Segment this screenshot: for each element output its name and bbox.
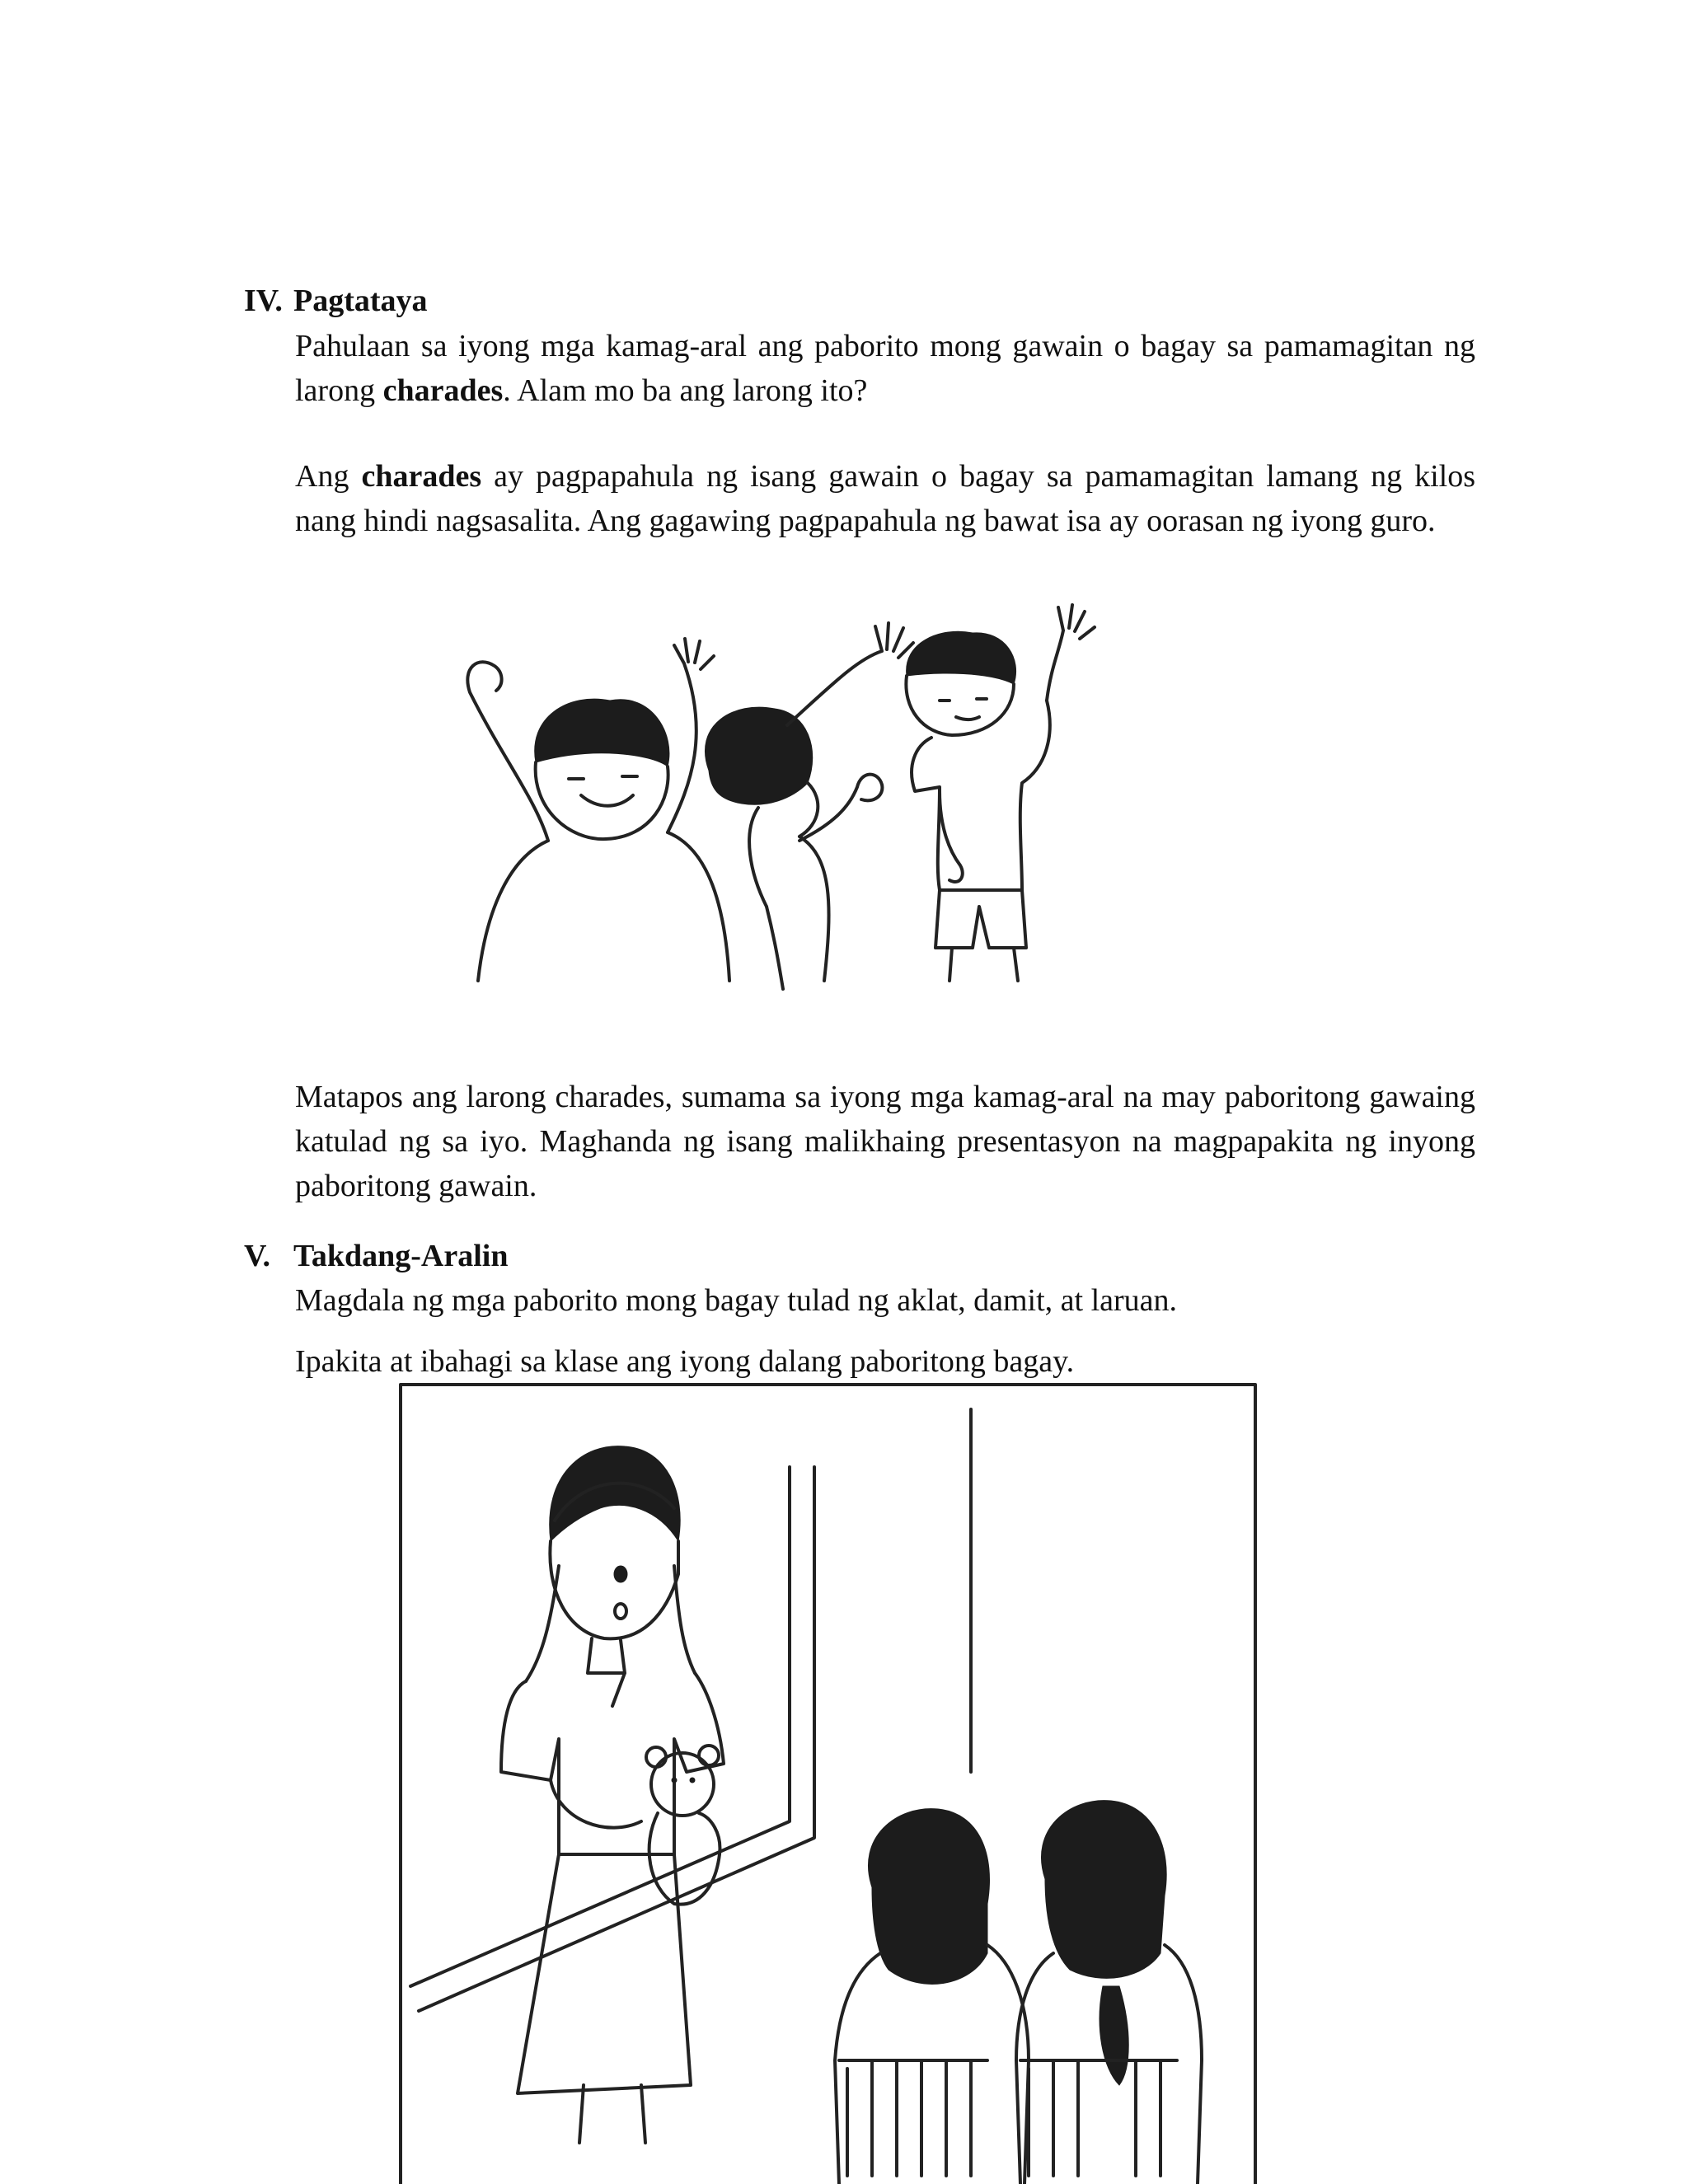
section-iv-heading xyxy=(244,279,428,323)
child-middle-figure xyxy=(705,623,913,989)
standing-girl-figure xyxy=(501,1446,724,2143)
section-v-title: Takdang-Aralin xyxy=(293,1239,509,1273)
show-and-tell-illustration xyxy=(394,1376,1276,2184)
charades-illustration xyxy=(445,593,1170,997)
charades-term: charades xyxy=(361,459,482,494)
section-iv-number: IV. xyxy=(244,284,283,318)
seated-child-left-figure xyxy=(835,1809,1029,2184)
section-v-heading xyxy=(244,1234,508,1278)
paragraph-group-presentation: Matapos ang larong charades, sumama sa iyong mga kamag-aral na may paboritong gawaing katulad ng sa iyo. Maghanda ng isang malikhaing presentasyon na magpapakita ng inyong paboritong gawain. xyxy=(295,1080,1475,1203)
section-iv-title: Pagtataya xyxy=(293,284,428,318)
homework-instruction-2: Ipakita at ibahagi sa klase ang iyong dalang paboritong bagay. xyxy=(295,1344,1075,1379)
paragraph-charades-intro: Pahulaan sa iyong mga kamag-aral ang paborito mong gawain o bagay sa pamamagitan ng larong charades. Alam mo ba ang larong ito? xyxy=(295,329,1475,408)
paragraph-charades-definition: Ang charades ay pagpapahula ng isang gawain o bagay sa pamamagitan lamang ng kilos nang hindi nagsasalita. Ang gagawing pagpapahula ng bawat isa ay oorasan ng iyong guro. xyxy=(295,459,1475,538)
child-right-figure xyxy=(906,605,1095,981)
child-left-figure xyxy=(467,639,729,981)
section-v-number: V. xyxy=(244,1239,271,1273)
homework-instruction-1: Magdala ng mga paborito mong bagay tulad ng aklat, damit, at laruan. xyxy=(295,1283,1178,1318)
charades-term: charades xyxy=(382,373,504,408)
seated-child-right-figure xyxy=(1016,1801,1202,2184)
